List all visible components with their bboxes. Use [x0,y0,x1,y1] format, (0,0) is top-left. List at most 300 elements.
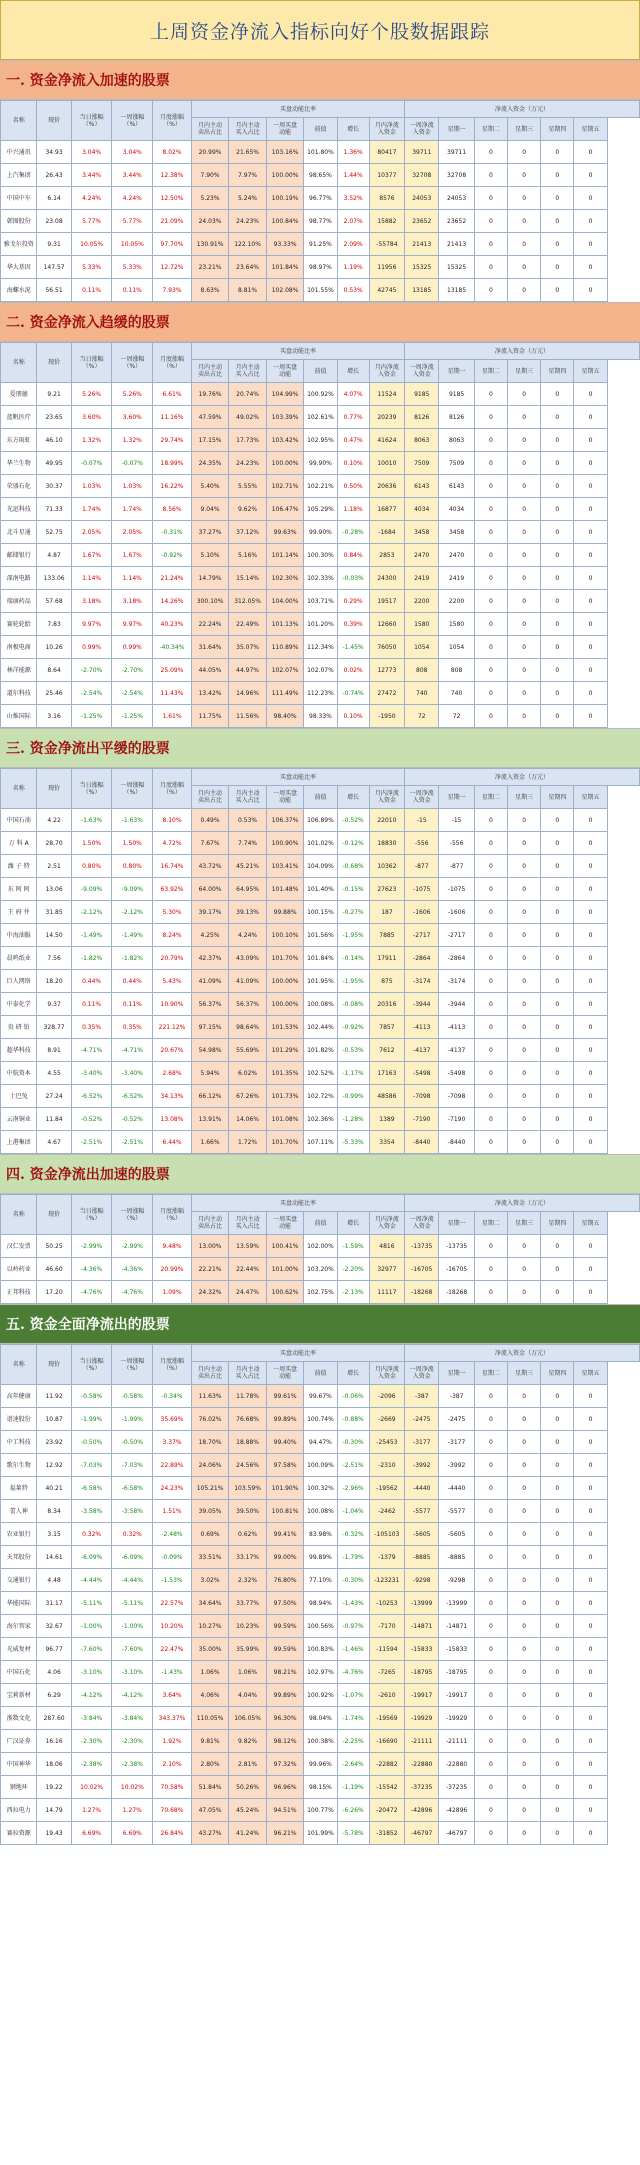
table-cell: -2.70% [112,659,153,682]
column-header-name: 名称 [1,769,37,809]
table-cell: -1.46% [337,1638,369,1661]
table-cell: -0.92% [337,1016,369,1039]
table-cell: 0 [508,141,541,164]
column-header-day-3: 星期四 [541,118,574,141]
stock-table [0,1344,640,1845]
stock-name: 潍 子 特 [1,855,37,878]
table-cell: 0 [574,1776,607,1799]
table-cell: 0 [508,452,541,475]
table-cell: -0.74% [337,682,369,705]
table-cell: -4.71% [112,1039,153,1062]
table-cell: 10.05% [112,233,153,256]
table-cell: 10.27% [191,1615,229,1638]
table-row [1,1523,640,1546]
table-cell: 15882 [369,210,404,233]
table-cell: 56.37% [229,993,267,1016]
table-row [1,498,640,521]
table-cell: 100.38% [304,1730,337,1753]
table-cell: 1.72% [229,1131,267,1154]
table-cell: 0 [508,1039,541,1062]
table-cell: 0 [474,636,507,659]
table-cell: 22.44% [229,1258,267,1281]
table-cell: 9.62% [229,498,267,521]
table-cell: -4.44% [112,1569,153,1592]
table-cell: -4113 [405,1016,439,1039]
stock-name: 东 阿 阿 [1,878,37,901]
table-cell: -9.09% [112,878,153,901]
table-cell: 1.18% [337,498,369,521]
table-cell: 10.05% [71,233,112,256]
table-cell: 0 [541,924,574,947]
table-cell: 98.12% [266,1730,304,1753]
table-row [1,1500,640,1523]
table-cell: 122.10% [229,233,267,256]
table-cell: 3.64% [153,1684,192,1707]
table-cell: 34.64% [191,1592,229,1615]
stock-name: 荣盛石化 [1,475,37,498]
table-cell: 9.04% [191,498,229,521]
table-cell: 11.43% [153,682,192,705]
table-row [1,1062,640,1085]
table-cell: 0 [508,210,541,233]
stock-name: 雅戈尔投资 [1,233,37,256]
column-header-m-net: 月内净流 入资金 [369,360,404,383]
table-row [1,613,640,636]
column-header-chg-week: 一周涨幅 （%） [112,101,153,141]
table-cell: -25453 [369,1431,404,1454]
table-row [1,636,640,659]
table-cell: -2.25% [337,1730,369,1753]
table-cell: 11.84 [37,1108,71,1131]
table-cell: -2.20% [337,1258,369,1281]
table-cell: 0 [508,1408,541,1431]
table-cell: 0.11% [71,279,112,302]
table-cell: 0 [474,613,507,636]
table-row [1,233,640,256]
table-cell: 98.40% [266,705,304,728]
table-cell: 0 [574,383,607,406]
table-cell: 24.23% [229,210,267,233]
table-cell: 8063 [405,429,439,452]
column-header-m-sell: 月内主动 卖出占比 [191,360,229,383]
table-cell: -18268 [405,1281,439,1304]
table-cell: 6.14 [37,187,71,210]
table-cell: 41.09% [191,970,229,993]
table-cell: 0 [541,256,574,279]
table-cell: 101.84% [304,947,337,970]
table-cell: 94.51% [266,1799,304,1822]
table-cell: 47.05% [191,1799,229,1822]
table-cell: 99.59% [266,1615,304,1638]
table-row [1,1569,640,1592]
stock-name: 中国中车 [1,187,37,210]
table-cell: -4.76% [112,1281,153,1304]
table-cell: 0 [508,544,541,567]
stock-name: 光迅科技 [1,498,37,521]
column-header-day-4: 星期五 [574,1212,607,1235]
table-cell: 2.05% [71,521,112,544]
table-cell: 64.95% [229,878,267,901]
table-cell: 0 [541,1799,574,1822]
column-header-w-net: 一周净流 入资金 [405,118,439,141]
table-cell: 106.89% [304,809,337,832]
table-cell: -14871 [405,1615,439,1638]
table-cell: 39.50% [229,1500,267,1523]
table-cell: 101.00% [266,1258,304,1281]
table-cell: 20.74% [229,383,267,406]
table-cell: -3944 [405,993,439,1016]
table-cell: 101.53% [266,1016,304,1039]
table-cell: -1950 [369,705,404,728]
table-cell: 19.22 [37,1776,71,1799]
table-cell: 0 [541,705,574,728]
table-cell: 99.90% [304,452,337,475]
table-cell: -19917 [405,1684,439,1707]
table-cell: 104.99% [266,383,304,406]
table-cell: 740 [405,682,439,705]
table-cell: 98.64% [229,1016,267,1039]
table-cell: 27.24 [37,1085,71,1108]
table-cell: 0 [574,1085,607,1108]
stock-name: 中航资本 [1,1062,37,1085]
table-cell: -21111 [439,1730,474,1753]
table-cell: 19.43 [37,1822,71,1845]
table-cell: 0 [474,1592,507,1615]
table-cell: 0 [574,1569,607,1592]
table-cell: -8440 [405,1131,439,1154]
stock-name: 土巴兔 [1,1085,37,1108]
column-header-m-buy: 月内主动 买入占比 [229,1362,267,1385]
table-cell: 50.26% [229,1776,267,1799]
stock-name: 广汉证券 [1,1730,37,1753]
stock-name: 上港集团 [1,1131,37,1154]
table-cell: 0 [574,1546,607,1569]
table-cell: 0 [574,1523,607,1546]
table-cell: 0.50% [337,475,369,498]
table-cell: 100.00% [266,164,304,187]
table-row [1,878,640,901]
table-cell: 99.00% [266,1546,304,1569]
table-cell: 3.18% [112,590,153,613]
table-cell: 187 [369,901,404,924]
table-cell: 1054 [405,636,439,659]
table-cell: 17.15% [191,429,229,452]
table-cell: 101.84% [266,256,304,279]
column-header-m-net: 月内净流 入资金 [369,1212,404,1235]
table-cell: 4.87 [37,544,71,567]
table-cell: 21413 [405,233,439,256]
table-cell: -2.51% [337,1454,369,1477]
table-row [1,1385,640,1408]
table-cell: 0 [541,141,574,164]
table-cell: 8126 [439,406,474,429]
column-header-prev: 前值 [304,1212,337,1235]
table-cell: 55.69% [229,1039,267,1062]
table-cell: 1.19% [337,256,369,279]
table-cell: 40.23% [153,613,192,636]
table-cell: 3.44% [71,164,112,187]
table-cell: 0 [541,498,574,521]
table-cell: 13.08% [153,1108,192,1131]
table-cell: 17.20 [37,1281,71,1304]
table-cell: -2.48% [153,1523,192,1546]
table-cell: 0 [541,1592,574,1615]
table-cell: 10.20% [153,1615,192,1638]
table-cell: -1.19% [337,1776,369,1799]
column-header-day-2: 星期三 [508,1362,541,1385]
table-cell: 18830 [369,832,404,855]
table-cell: 0 [574,705,607,728]
table-cell: 44.97% [229,659,267,682]
table-row [1,705,640,728]
table-cell: 11956 [369,256,404,279]
table-cell: 3.04% [71,141,112,164]
table-cell: 24.35% [191,452,229,475]
table-cell: 0 [541,1108,574,1131]
table-cell: 0 [508,256,541,279]
table-cell: 0 [574,590,607,613]
table-cell: -7190 [439,1108,474,1131]
table-cell: 0 [508,832,541,855]
stock-name: 中兴通讯 [1,141,37,164]
table-cell: 0 [541,1661,574,1684]
table-cell: -2610 [369,1684,404,1707]
table-cell: 101.35% [266,1062,304,1085]
table-cell: -6.58% [71,1477,112,1500]
table-cell: -2.30% [112,1730,153,1753]
table-cell: 32977 [369,1258,404,1281]
table-cell: 2.51 [37,855,71,878]
table-cell: -9298 [439,1569,474,1592]
table-cell: 9.82% [229,1730,267,1753]
table-cell: 18.20 [37,970,71,993]
table-cell: 104.00% [266,590,304,613]
table-cell: 100.81% [266,1500,304,1523]
table-cell: 0 [574,279,607,302]
column-header-w-net: 一周净流 入资金 [405,1362,439,1385]
table-cell: 21.65% [229,141,267,164]
table-cell: 0 [508,636,541,659]
column-header-day-4: 星期五 [574,360,607,383]
table-cell: 0 [508,1085,541,1108]
table-cell: 0 [574,613,607,636]
table-cell: -0.88% [337,1408,369,1431]
table-cell: 0 [574,1615,607,1638]
table-row [1,187,640,210]
table-cell: 4.06% [191,1684,229,1707]
table-cell: 0 [508,993,541,1016]
table-cell: 0 [474,406,507,429]
table-cell: -9298 [405,1569,439,1592]
table-cell: -0.30% [337,1569,369,1592]
section-title: 二. 资金净流入趋缓的股票 [6,315,170,331]
table-cell: 0 [508,233,541,256]
table-cell: 0 [541,1431,574,1454]
table-cell: -1684 [369,521,404,544]
table-cell: 102.52% [304,1062,337,1085]
table-cell: 101.73% [266,1085,304,1108]
table-cell: 0 [474,901,507,924]
table-cell: -3992 [439,1454,474,1477]
section-header [0,1304,640,1344]
table-cell: 24.47% [229,1281,267,1304]
table-cell: 7.83 [37,613,71,636]
stock-name: 韩图股份 [1,210,37,233]
table-cell: -1606 [405,901,439,924]
table-cell: 43.09% [229,947,267,970]
table-cell: 0 [508,1062,541,1085]
table-cell: 0 [541,429,574,452]
table-row [1,924,640,947]
table-cell: 0 [474,659,507,682]
table-cell: 42745 [369,279,404,302]
table-cell: 106.37% [266,809,304,832]
table-cell: 1.67% [71,544,112,567]
table-cell: -7.03% [112,1454,153,1477]
table-cell: 6.02% [229,1062,267,1085]
table-row [1,256,640,279]
table-cell: -7.03% [71,1454,112,1477]
table-cell: -2.12% [112,901,153,924]
table-cell: -0.58% [112,1385,153,1408]
table-cell: 0 [541,1062,574,1085]
table-cell: 0 [474,1523,507,1546]
table-cell: 0 [474,141,507,164]
table-cell: 24.32% [191,1281,229,1304]
table-cell: -31852 [369,1822,404,1845]
table-cell: 0 [574,636,607,659]
table-cell: -1.00% [71,1615,112,1638]
table-cell: -5605 [405,1523,439,1546]
column-header-w-net: 一周净流 入资金 [405,786,439,809]
table-cell: 0 [508,383,541,406]
table-cell: 0 [574,1408,607,1431]
table-cell: 39.05% [191,1500,229,1523]
table-cell: 808 [405,659,439,682]
table-cell: 6.61% [153,383,192,406]
table-cell: 0.99% [71,636,112,659]
table-cell: 5.43% [153,970,192,993]
table-cell: -3177 [439,1431,474,1454]
table-cell: 45.24% [229,1799,267,1822]
table-cell: 57.68 [37,590,71,613]
table-cell: 18.88% [229,1431,267,1454]
table-cell: 4034 [439,498,474,521]
table-cell: 0 [474,1776,507,1799]
table-cell: 4.24% [71,187,112,210]
table-cell: -0.32% [337,1523,369,1546]
table-cell: 46.10 [37,429,71,452]
table-cell: 19517 [369,590,404,613]
table-cell: 63.92% [153,878,192,901]
table-cell: 0 [541,475,574,498]
table-cell: 0 [508,164,541,187]
table-cell: -4137 [439,1039,474,1062]
table-cell: -14871 [439,1615,474,1638]
table-cell: 0 [574,1638,607,1661]
table-cell: 4.06 [37,1661,71,1684]
column-header-day-3: 星期四 [541,1212,574,1235]
sections-container [0,60,640,1845]
table-cell: 21.24% [153,567,192,590]
table-cell: 41.09% [229,970,267,993]
table-cell: 0 [574,1016,607,1039]
table-cell: 3.02% [191,1569,229,1592]
table-cell: 0 [574,1822,607,1845]
table-cell: 0.11% [112,993,153,1016]
table-cell: 4.72% [153,832,192,855]
section-header [0,728,640,768]
column-header-m-net: 月内净流 入资金 [369,1362,404,1385]
stock-name: 中海油服 [1,924,37,947]
column-header-prev: 前值 [304,118,337,141]
table-cell: 0 [508,613,541,636]
table-cell: 2853 [369,544,404,567]
table-cell: -0.28% [337,521,369,544]
table-cell: 22.21% [191,1258,229,1281]
table-cell: 107.11% [304,1131,337,1154]
table-cell: 0 [541,1707,574,1730]
table-cell: -4137 [405,1039,439,1062]
column-header-day-1: 星期二 [474,360,507,383]
table-cell: 20636 [369,475,404,498]
table-cell: 147.57 [37,256,71,279]
table-cell: 0 [474,567,507,590]
stock-name: 赛拉资源 [1,1822,37,1845]
table-cell: -1379 [369,1546,404,1569]
table-cell: 1.14% [71,567,112,590]
table-cell: 0 [508,1592,541,1615]
column-header-chg-month: 月度涨幅 （%） [153,1195,192,1235]
table-cell: 97.50% [266,1592,304,1615]
stock-name: 中国石化 [1,1661,37,1684]
column-header-buy-group: 买盘动能比率 [191,1195,404,1212]
table-cell: 1.92% [153,1730,192,1753]
table-cell: 0 [508,1799,541,1822]
table-row [1,567,640,590]
table-cell: 101.40% [304,878,337,901]
table-cell: -3.10% [71,1661,112,1684]
column-header-m-buy: 月内主动 买入占比 [229,118,267,141]
table-cell: -2475 [405,1408,439,1431]
table-cell: -5.11% [71,1592,112,1615]
table-cell: -2.30% [71,1730,112,1753]
table-cell: -3.84% [71,1707,112,1730]
column-header-chg-week: 一周涨幅 （%） [112,1345,153,1385]
table-cell: 0 [474,1131,507,1154]
table-cell: 11524 [369,383,404,406]
table-cell: 31.64% [191,636,229,659]
table-cell: 102.08% [266,279,304,302]
table-cell: 22.89% [153,1454,192,1477]
table-cell: 0 [508,1477,541,1500]
table-cell: 5.30% [153,901,192,924]
table-cell: 0 [474,233,507,256]
table-cell: 112.34% [304,636,337,659]
table-cell: 22010 [369,809,404,832]
table-cell: 103.71% [304,590,337,613]
column-header-chg-week: 一周涨幅 （%） [112,343,153,383]
column-header-day-2: 星期三 [508,118,541,141]
table-cell: 0 [541,1730,574,1753]
table-cell: 0 [474,164,507,187]
stock-name: 歌尔生物 [1,1454,37,1477]
table-cell: 0 [574,475,607,498]
table-cell: 0 [474,1281,507,1304]
table-cell: 0 [574,521,607,544]
column-header-prev: 前值 [304,786,337,809]
table-cell: 12773 [369,659,404,682]
